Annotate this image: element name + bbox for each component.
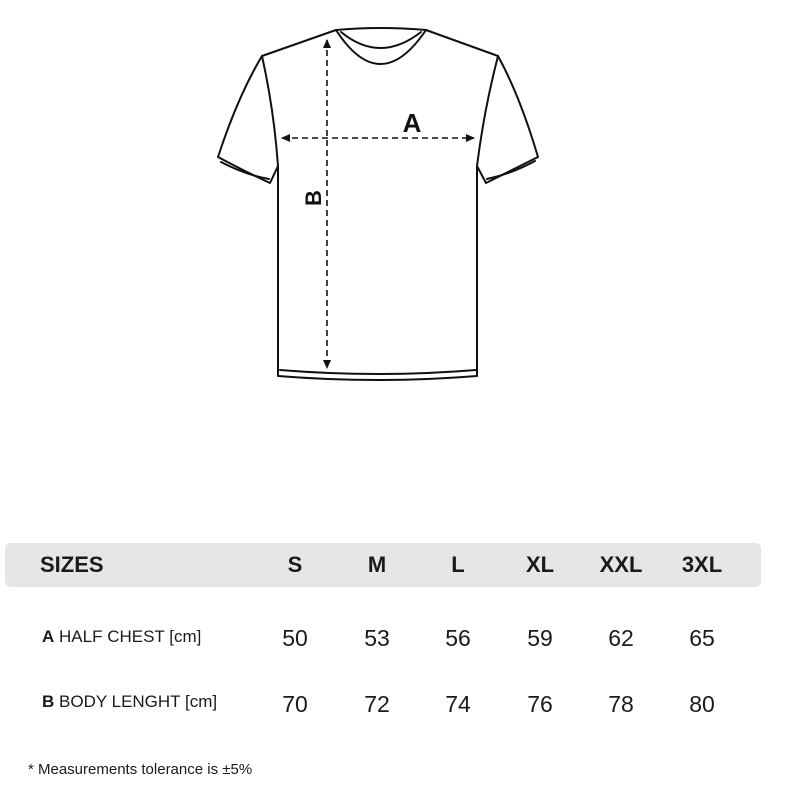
table-cell: 65 [689, 625, 715, 651]
table-cell: 72 [364, 691, 390, 717]
size-header-xl: XL [525, 552, 555, 577]
table-cell: 53 [364, 625, 390, 651]
size-header-xxl: XXL [599, 552, 643, 577]
row-letter: A [42, 627, 55, 646]
size-header-m: M [367, 552, 387, 577]
row-label-text: HALF CHEST [cm] [59, 627, 202, 646]
table-cell: 50 [282, 625, 308, 651]
table-cell: 80 [689, 691, 715, 717]
tshirt-outline [218, 28, 538, 380]
table-cell: 70 [282, 691, 308, 717]
measure-label-a: A [402, 108, 422, 138]
table-cell: 74 [445, 691, 471, 717]
row-label-half-chest [42, 627, 201, 647]
table-cell: 76 [527, 691, 553, 717]
table-cell: 78 [608, 691, 634, 717]
table-cell: 56 [445, 625, 471, 651]
table-cell: 62 [608, 625, 634, 651]
size-header-s: S [287, 552, 303, 577]
table-header-label: SIZES [40, 552, 104, 577]
row-letter: B [42, 692, 55, 711]
size-header-l: L [451, 552, 465, 577]
row-label-text: BODY LENGHT [cm] [59, 692, 218, 711]
tolerance-note: * Measurements tolerance is ±5% [28, 761, 253, 778]
row-label-body-length [42, 692, 217, 712]
size-header-3xl: 3XL [681, 552, 723, 577]
table-cell: 59 [527, 625, 553, 651]
measure-label-b: B [301, 190, 326, 206]
